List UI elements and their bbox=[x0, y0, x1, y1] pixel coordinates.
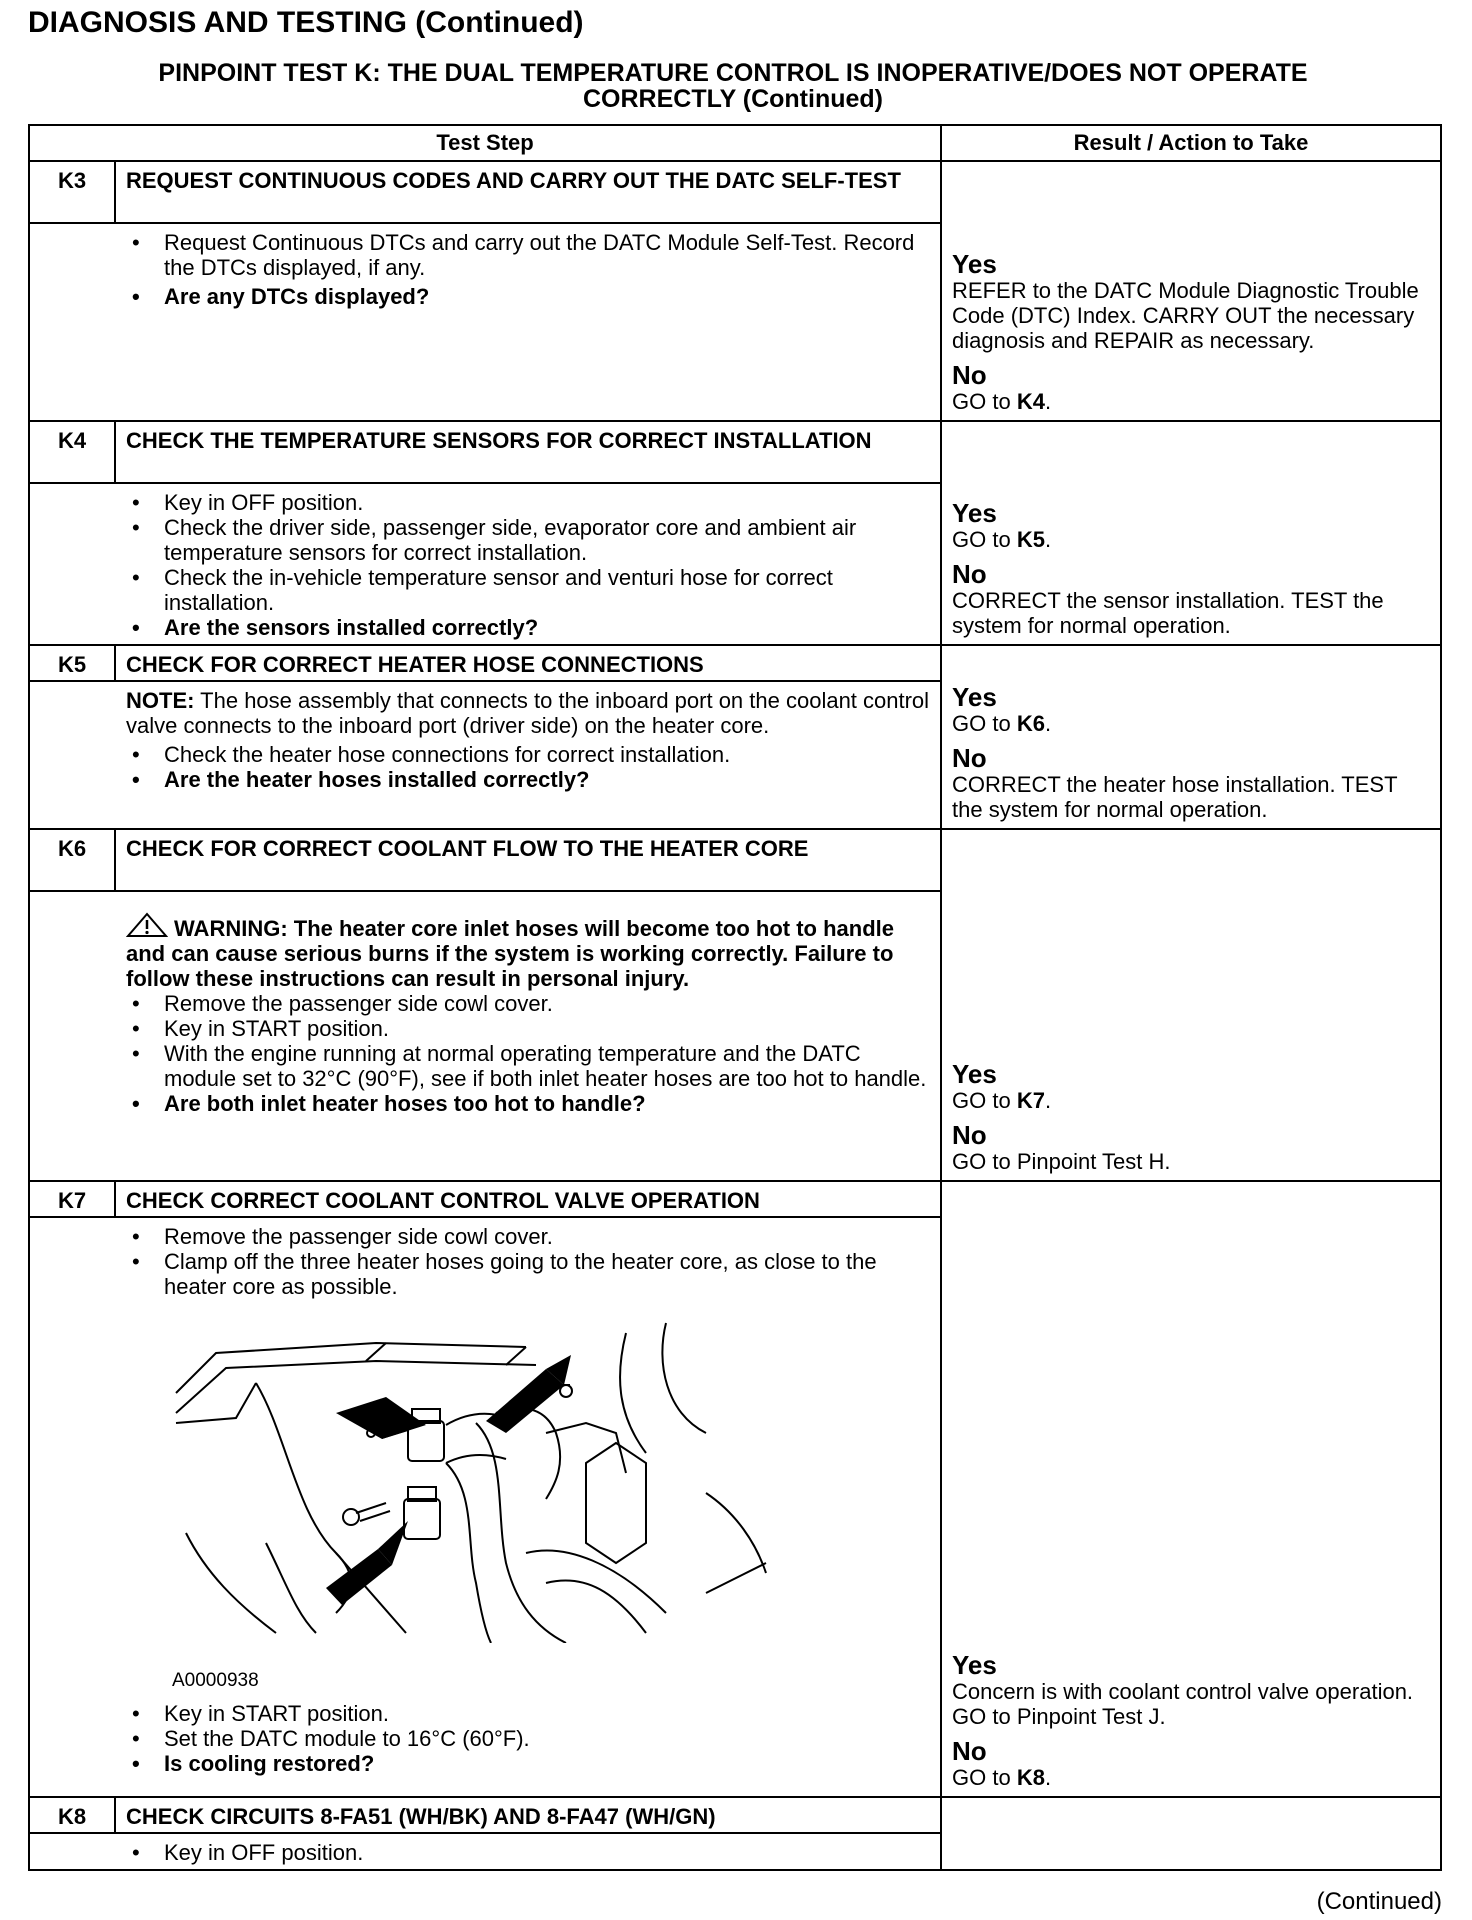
list-item: • Key in START position. bbox=[126, 1701, 930, 1726]
page-title: DIAGNOSIS AND TESTING (Continued) bbox=[28, 6, 584, 39]
step-reference: K6 bbox=[1016, 711, 1045, 736]
yes-label: Yes bbox=[952, 682, 997, 712]
step-heading: REQUEST CONTINUOUS CODES AND CARRY OUT THE DATC SELF-TEST bbox=[115, 161, 941, 223]
step-heading: CHECK FOR CORRECT HEATER HOSE CONNECTIONS bbox=[115, 645, 941, 681]
step-k5-list bbox=[126, 742, 930, 792]
test-title-line-2: CORRECTLY (Continued) bbox=[583, 85, 883, 113]
yes-action: GO to K7. bbox=[952, 1088, 1052, 1113]
list-item: • Remove the passenger side cowl cover. bbox=[126, 991, 930, 1016]
list-item: • Clamp off the three heater hoses going to the heater core, as close to the heater core as possible. bbox=[126, 1249, 930, 1299]
step-heading: CHECK FOR CORRECT COOLANT FLOW TO THE HEATER CORE bbox=[115, 829, 941, 891]
list-item: • Check the in-vehicle temperature sensor and venturi hose for correct installation. bbox=[126, 565, 930, 615]
step-id: K6 bbox=[29, 829, 115, 891]
figure-label: A0000938 bbox=[172, 1670, 259, 1691]
step-k6-heading-row bbox=[29, 829, 1441, 891]
yes-label: Yes bbox=[952, 1650, 997, 1680]
no-label: No bbox=[952, 743, 987, 773]
step-note bbox=[126, 688, 930, 738]
list-item: • Key in OFF position. bbox=[126, 490, 930, 515]
step-k7-result bbox=[941, 1181, 1441, 1797]
no-action: CORRECT the heater hose installation. TEST the system for normal operation. bbox=[952, 772, 1398, 822]
step-k6-result bbox=[941, 829, 1441, 1181]
step-reference: K7 bbox=[1016, 1088, 1045, 1113]
note-label: NOTE: bbox=[126, 688, 195, 713]
step-k8-heading-row bbox=[29, 1797, 1441, 1833]
step-reference: K4 bbox=[1016, 389, 1045, 414]
yes-action: GO to K5. bbox=[952, 527, 1052, 552]
step-id: K8 bbox=[29, 1797, 115, 1833]
step-k6-body bbox=[29, 891, 941, 1181]
step-k4-body bbox=[29, 483, 941, 645]
step-reference: K8 bbox=[1016, 1765, 1045, 1790]
coolant-valve-illustration bbox=[146, 1313, 786, 1693]
step-id: K3 bbox=[29, 161, 115, 223]
step-heading: CHECK THE TEMPERATURE SENSORS FOR CORRECT INSTALLATION bbox=[115, 421, 941, 483]
no-label: No bbox=[952, 1736, 987, 1766]
pinpoint-test-title bbox=[28, 60, 1438, 112]
step-k8-list bbox=[126, 1840, 930, 1865]
step-k7-list-after bbox=[126, 1701, 930, 1776]
list-item: • Check the heater hose connections for correct installation. bbox=[126, 742, 930, 767]
no-action: CORRECT the sensor installation. TEST the system for normal operation. bbox=[952, 588, 1384, 638]
step-k3-result bbox=[941, 161, 1441, 421]
step-question: • Are any DTCs displayed? bbox=[126, 284, 930, 309]
step-id: K5 bbox=[29, 645, 115, 681]
step-k5-heading-row bbox=[29, 645, 1441, 681]
step-heading: CHECK CORRECT COOLANT CONTROL VALVE OPERATION bbox=[115, 1181, 941, 1217]
step-k7-list-before bbox=[126, 1224, 930, 1299]
no-action: GO to K4. bbox=[952, 389, 1052, 414]
step-reference: K5 bbox=[1016, 527, 1045, 552]
yes-label: Yes bbox=[952, 249, 997, 279]
list-item: • Key in OFF position. bbox=[126, 1840, 930, 1865]
step-question: • Are the sensors installed correctly? bbox=[126, 615, 930, 640]
step-k5-body bbox=[29, 681, 941, 829]
step-k6-list bbox=[126, 991, 930, 1116]
list-item: • With the engine running at normal operating temperature and the DATC module set to 32°C (90°F), see if both inlet heater hoses are too hot to handle. bbox=[126, 1041, 930, 1091]
step-k4-result bbox=[941, 421, 1441, 645]
list-item: • Request Continuous DTCs and carry out the DATC Module Self-Test. Record the DTCs displayed, if any. bbox=[126, 230, 930, 280]
continued-label: (Continued) bbox=[1316, 1888, 1442, 1915]
step-question: • Is cooling restored? bbox=[126, 1751, 930, 1776]
step-question: • Are the heater hoses installed correctly? bbox=[126, 767, 930, 792]
step-heading: CHECK CIRCUITS 8-FA51 (WH/BK) AND 8-FA47 (WH/GN) bbox=[115, 1797, 941, 1833]
note-text: The hose assembly that connects to the inboard port on the coolant control valve connects to the inboard port (driver side) on the heater core. bbox=[126, 688, 930, 738]
no-label: No bbox=[952, 360, 987, 390]
step-k5-result bbox=[941, 645, 1441, 829]
step-k3-heading-row bbox=[29, 161, 1441, 223]
yes-label: Yes bbox=[952, 498, 997, 528]
heater-hose-diagram bbox=[146, 1313, 786, 1643]
no-action: GO to K8. bbox=[952, 1765, 1052, 1790]
list-item: • Remove the passenger side cowl cover. bbox=[126, 1224, 930, 1249]
step-k3-body bbox=[29, 223, 941, 421]
pinpoint-test-table bbox=[28, 124, 1442, 1871]
column-header-result: Result / Action to Take bbox=[941, 125, 1441, 161]
warning-triangle-icon bbox=[126, 912, 168, 938]
step-k4-heading-row bbox=[29, 421, 1441, 483]
step-question: • Are both inlet heater hoses too hot to handle? bbox=[126, 1091, 930, 1116]
list-item: • Set the DATC module to 16°C (60°F). bbox=[126, 1726, 930, 1751]
yes-action: REFER to the DATC Module Diagnostic Trouble Code (DTC) Index. CARRY OUT the necessary diagnosis and REPAIR as necessary. bbox=[952, 278, 1419, 353]
step-k8-body bbox=[29, 1833, 941, 1870]
table-header-row bbox=[29, 125, 1441, 161]
no-label: No bbox=[952, 559, 987, 589]
list-item: • Key in START position. bbox=[126, 1016, 930, 1041]
yes-action: Concern is with coolant control valve operation. GO to Pinpoint Test J. bbox=[952, 1679, 1414, 1729]
step-k8-result bbox=[941, 1797, 1441, 1870]
yes-label: Yes bbox=[952, 1059, 997, 1089]
no-label: No bbox=[952, 1120, 987, 1150]
column-header-test-step: Test Step bbox=[29, 125, 941, 161]
step-k7-body bbox=[29, 1217, 941, 1797]
yes-action: GO to K6. bbox=[952, 711, 1052, 736]
step-k7-heading-row bbox=[29, 1181, 1441, 1217]
step-k3-list bbox=[126, 230, 930, 309]
no-action: GO to Pinpoint Test H. bbox=[952, 1149, 1171, 1174]
list-item: • Check the driver side, passenger side, evaporator core and ambient air temperature sensors for correct installation. bbox=[126, 515, 930, 565]
test-title-line-1: PINPOINT TEST K: THE DUAL TEMPERATURE CONTROL IS INOPERATIVE/DOES NOT OPERATE bbox=[158, 59, 1308, 87]
step-k4-list bbox=[126, 490, 930, 640]
step-id: K7 bbox=[29, 1181, 115, 1217]
warning-text: WARNING: The heater core inlet hoses will become too hot to handle and can cause serious burns if the system is working correctly. Failure to follow these instructions can result in personal injury. bbox=[126, 912, 930, 991]
step-id: K4 bbox=[29, 421, 115, 483]
